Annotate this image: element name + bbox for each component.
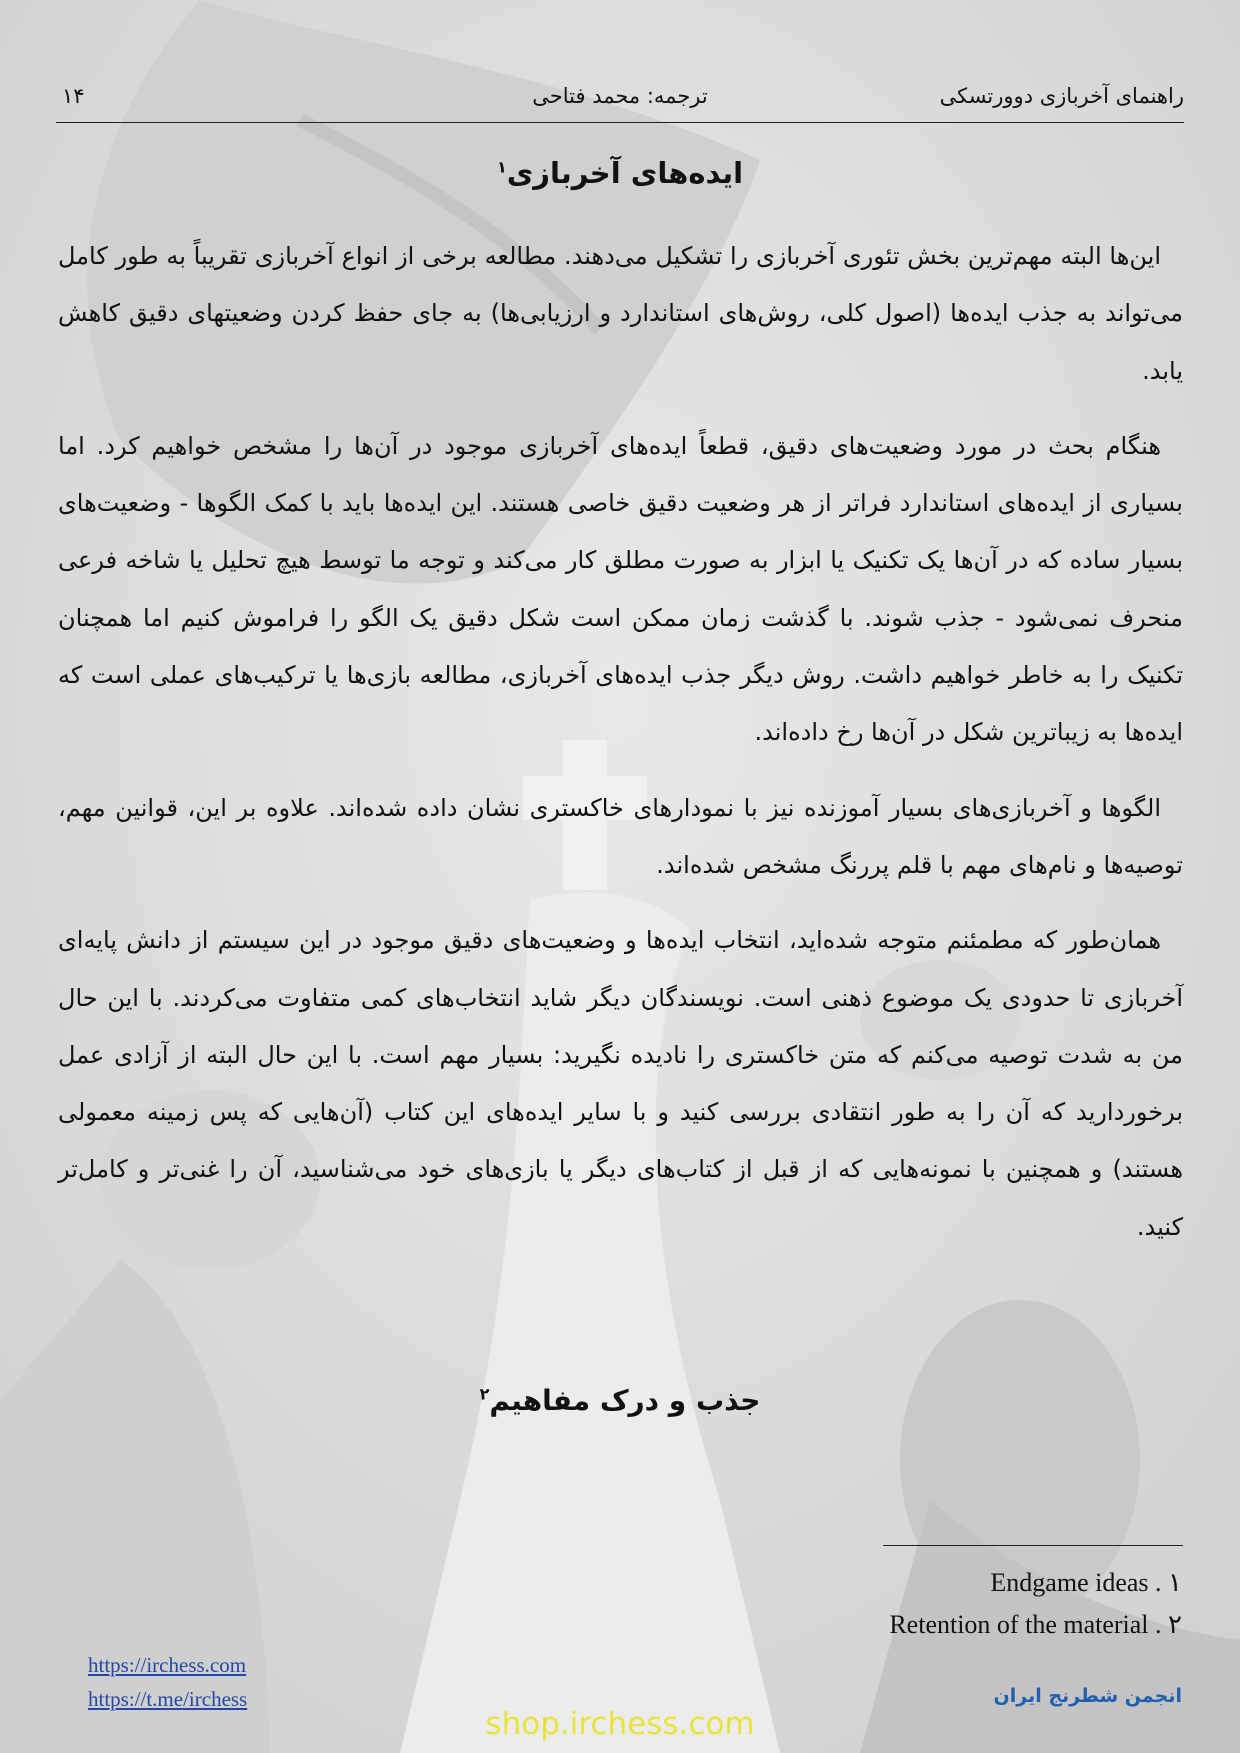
page-header [56,82,1184,123]
footnote-2 [889,1610,1182,1640]
paragraph: همان‌طور که مطمئنم متوجه شده‌اید، انتخاب ایده‌ها و وضعیت‌های دقیق موجود در این سیستم از دانش پایه‌ای آخربازی تا حدودی یک موضوع ذهنی است. نویسندگان دیگر شاید انتخاب‌های کمی متفاوت می‌کردند. با این حال من به شدت توصیه می‌کنم که متن خاکستری را نادیده نگیرید: بسیار مهم است. با این حال البته از آزادی عمل برخوردارید که آن را به طور انتقادی بررسی کنید و با سایر ایده‌های این کتاب (آن‌هایی که پس زمینه معمولی هستند) و همچنین با نمونه‌هایی که از قبل از کتاب‌های دیگر یا بازی‌های خود می‌شناسید، آن را غنی‌تر و کامل‌تر کنید. [58,926,1183,1241]
footnote-mark: . ۲ [1155,1610,1182,1639]
page-number: ۱۴ [62,84,85,108]
subsection-title-text: جذب و درک مفاهیم [489,1384,761,1417]
section-title [56,156,1184,190]
footnote-text: Endgame ideas [990,1568,1149,1597]
footnote-text: Retention of the material [889,1610,1149,1639]
subsection-title [56,1384,1184,1417]
translator-credit: ترجمه: محمد فتاحی [532,84,708,108]
paragraph: این‌ها البته مهم‌ترین بخش تئوری آخربازی را تشکیل می‌دهند. مطالعه برخی از انواع آخربازی تقریباً به طور کامل می‌تواند به جذب ایده‌ها (اصول کلی، روش‌های استاندارد و ارزیابی‌ها) به جای حفظ کردن وضعیتهای دقیق کاهش یابد. [58,242,1183,385]
footnote-ref-1: ۱ [496,157,507,177]
footnote-divider [883,1545,1183,1546]
paragraph: الگوها و آخربازی‌های بسیار آموزنده نیز با نمودارهای خاکستری نشان داده شده‌اند. علاوه بر این، قوانین مهم، توصیه‌ها و نام‌های مهم با قلم پررنگ مشخص شده‌اند. [58,793,1183,879]
irchess-website-link[interactable]: https://irchess.com [88,1653,247,1677]
footnote-mark: . ۱ [1155,1568,1182,1597]
body-text [58,228,1183,1274]
book-title: راهنمای آخربازی دوورتسکی [939,84,1184,108]
shop-watermark: shop.irchess.com [485,1706,755,1742]
paragraph: هنگام بحث در مورد وضعیت‌های دقیق، قطعاً ایده‌های آخربازی موجود در آن‌ها را مشخص خواهیم کرد. اما بسیاری از ایده‌های استاندارد فراتر از هر وضعیت دقیق خاصی هستند. این ایده‌ها باید با کمک الگوها - وضعیت‌های بسیار ساده که در آن‌ها یک تکنیک یا ابزار به صورت مطلق کار می‌کند و توجه ما توسط هیچ تحلیل یا شاخه فرعی منحرف نمی‌شود - جذب شوند. با گذشت زمان ممکن است شکل دقیق یک الگو را فراموش کنیم اما همچنان تکنیک را به خاطر خواهیم داشت. روش دیگر جذب ایده‌های آخربازی، مطالعه بازی‌ها یا ترکیب‌های عملی است که ایده‌ها به زیباترین شکل در آن‌ها رخ داده‌اند. [58,431,1183,747]
section-title-text: ایده‌های آخربازی [506,156,744,190]
organization-name: انجمن شطرنج ایران [993,1685,1182,1707]
irchess-telegram-link[interactable]: https://t.me/irchess [88,1687,248,1711]
footnote-1 [990,1568,1182,1598]
footnote-ref-2: ۲ [479,1384,490,1404]
